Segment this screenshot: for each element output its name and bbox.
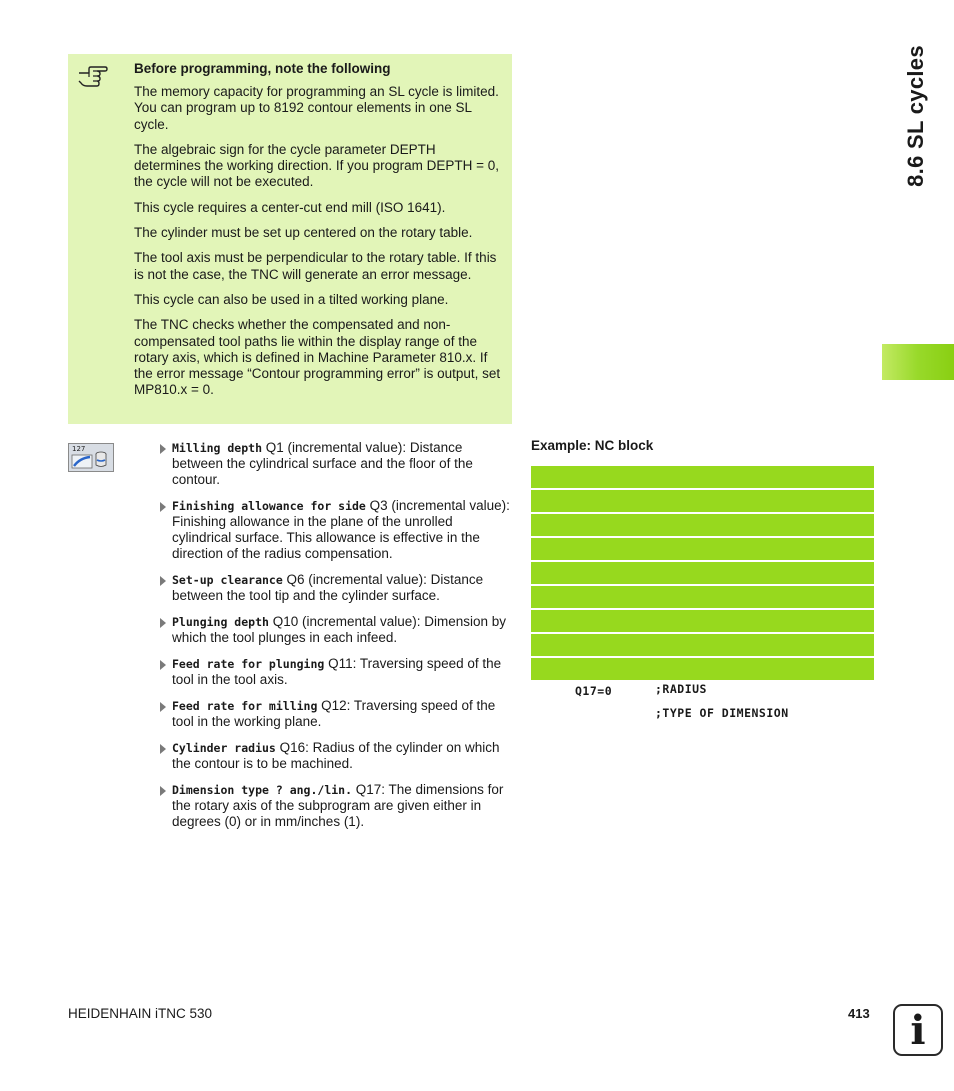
param-desc: Q11: Traversing speed of the tool in the tool axis. <box>172 656 502 687</box>
bullet-arrow-icon <box>160 660 166 670</box>
note-paragraph: The algebraic sign for the cycle parameter DEPTH determines the working direction. If you program DEPTH = 0, the cycle will not be executed. <box>134 141 500 190</box>
param-name: Feed rate for plunging <box>172 657 325 671</box>
param-name: Cylinder radius <box>172 741 276 755</box>
parameter-list <box>159 440 511 840</box>
list-item <box>159 656 511 688</box>
param-desc: Q6 (incremental value): Distance between the tool tip and the cylinder surface. <box>172 572 484 603</box>
note-box <box>68 54 512 424</box>
code-comment: ;RADIUS <box>655 682 707 696</box>
bullet-arrow-icon <box>160 786 166 796</box>
section-title <box>897 24 935 208</box>
note-content <box>134 60 502 408</box>
info-letter: i <box>910 1007 926 1054</box>
pointing-hand-icon <box>76 64 110 90</box>
param-name: Feed rate for milling <box>172 699 318 713</box>
chapter-tab <box>882 344 954 380</box>
note-paragraph: The TNC checks whether the compensated and non-compensated tool paths lie within the display range of the rotary axis, which is defined in Machine Parameter 810.x. If the error message “Contour programming error” is output, set MP810.x = 0. <box>134 317 501 398</box>
code-line <box>531 466 874 488</box>
list-item <box>159 498 511 562</box>
note-paragraph: The cylinder must be set up centered on the rotary table. <box>134 225 473 241</box>
param-name: Plunging depth <box>172 615 269 629</box>
bullet-arrow-icon <box>160 502 166 512</box>
nc-code-block <box>531 466 874 720</box>
example-heading: Example: NC block <box>531 438 654 453</box>
code-line <box>531 610 874 632</box>
bullet-arrow-icon <box>160 702 166 712</box>
param-desc: Q3 (incremental value): Finishing allowance in the plane of the unrolled cylindrical surface. This allowance is effective in the direction of the radius compensation. <box>172 498 510 561</box>
list-item <box>159 740 511 772</box>
code-line <box>531 538 874 560</box>
param-desc: Q16: Radius of the cylinder on which the contour is to be machined. <box>172 740 500 771</box>
list-item <box>159 614 511 646</box>
list-item <box>159 782 511 830</box>
page-number: 413 <box>848 1006 870 1021</box>
note-paragraph: This cycle can also be used in a tilted working plane. <box>134 291 449 307</box>
param-name: Milling depth <box>172 441 263 455</box>
bullet-arrow-icon <box>160 744 166 754</box>
bullet-arrow-icon <box>160 618 166 628</box>
list-item <box>159 572 511 604</box>
param-name: Dimension type ? ang./lin. <box>172 783 353 797</box>
param-desc: Q17: The dimensions for the rotary axis of the subprogram are given either in degrees (0) or in mm/inches (1). <box>172 782 504 829</box>
code-comment: ;TYPE OF DIMENSION <box>655 706 789 720</box>
param-desc: Q10 (incremental value): Dimension by which the tool plunges in each infeed. <box>172 614 507 645</box>
cycle-number: 127 <box>72 445 86 453</box>
code-line <box>531 514 874 536</box>
list-item <box>159 698 511 730</box>
section-title-text: 8.6 SL cycles <box>903 45 928 187</box>
bullet-arrow-icon <box>160 444 166 454</box>
param-name: Finishing allowance for side <box>172 499 366 513</box>
param-desc: Q12: Traversing speed of the tool in the working plane. <box>172 698 496 729</box>
note-paragraph: The tool axis must be perpendicular to the rotary table. If this is not the case, the TNC will generate an error message. <box>134 250 497 282</box>
note-paragraph: The memory capacity for programming an SL cycle is limited. You can program up to 8192 contour elements in one SL cycle. <box>134 84 499 132</box>
list-item <box>159 440 511 488</box>
footer-product: HEIDENHAIN iTNC 530 <box>68 1006 213 1021</box>
code-text: Q17=0 <box>575 684 613 698</box>
bullet-arrow-icon <box>160 576 166 586</box>
cylinder-surface-icon <box>68 443 114 472</box>
cylinder-graphic <box>69 444 113 471</box>
param-name: Set-up clearance <box>172 573 283 587</box>
code-line <box>531 562 874 584</box>
code-line <box>531 490 874 512</box>
info-icon <box>893 1004 943 1056</box>
code-line <box>531 586 874 608</box>
param-desc: Q1 (incremental value): Distance between the cylindrical surface and the floor of the contour. <box>172 440 473 487</box>
note-paragraph: This cycle requires a center-cut end mill (ISO 1641). <box>134 199 446 215</box>
note-title: Before programming, note the following <box>134 61 391 76</box>
